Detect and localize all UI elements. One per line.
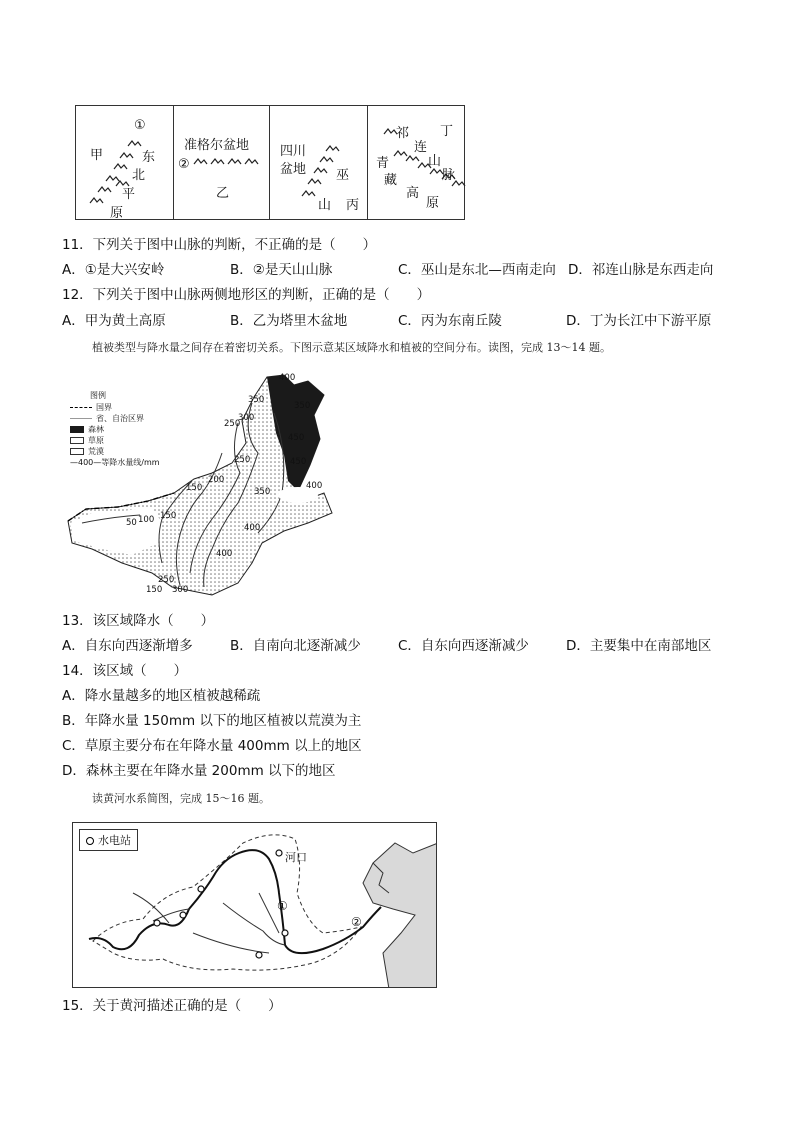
label-hekou: 河口 <box>285 851 307 864</box>
label-wu: 巫 <box>336 168 350 183</box>
label-pendi: 盆地 <box>280 162 307 177</box>
panel-3 <box>270 106 368 219</box>
isoline-label: 150 <box>146 585 163 595</box>
question-14-stem: 14．该区域（ ） <box>62 663 188 679</box>
isoline-label: 150 <box>186 483 203 493</box>
isoline-label: 250 <box>234 455 251 465</box>
label-lian: 连 <box>414 140 428 155</box>
label-yuan4: 原 <box>426 196 440 211</box>
q12-option-a: A．甲为黄土高原 <box>62 313 166 329</box>
isoline-label: 300 <box>238 413 255 423</box>
isoline-label: 250 <box>224 419 241 429</box>
label-bing: 丙 <box>346 198 360 213</box>
question-13-stem: 13．该区域降水（ ） <box>62 613 215 629</box>
isoline-label: 150 <box>160 511 177 521</box>
isoline-label: 450 <box>290 457 307 467</box>
q11-option-b: B．②是天山山脉 <box>230 262 333 278</box>
q13-option-d: D．主要集中在南部地区 <box>566 638 712 654</box>
label-shan4: 山 <box>428 154 442 169</box>
legend-item-isohyet: —400—等降水量线/mm <box>70 458 160 467</box>
isoline-label: 200 <box>208 475 225 485</box>
isoline-label: 450 <box>288 433 305 443</box>
label-circle-1-map: ① <box>277 899 288 913</box>
isoline-label: 400 <box>279 373 296 383</box>
q12-option-d: D．丁为长江中下游平原 <box>566 313 712 329</box>
legend-item-desert: 荒漠 <box>70 447 104 457</box>
label-mai: 脉 <box>442 168 456 183</box>
legend-item-border: 国界 <box>70 403 112 413</box>
label-zang: 藏 <box>384 173 398 188</box>
yellow-river-map <box>72 822 437 988</box>
isoline-label: 400 <box>306 481 323 491</box>
legend-item-grassland: 草原 <box>70 436 104 446</box>
question-12-stem: 12．下列关于图中山脉两侧地形区的判断，正确的是（ ） <box>62 287 431 303</box>
q12-option-c: C．丙为东南丘陵 <box>398 313 502 329</box>
label-ping: 平 <box>122 187 136 202</box>
precipitation-vegetation-map <box>62 373 392 598</box>
label-dong: 东 <box>142 150 156 165</box>
label-yi: 乙 <box>216 186 230 201</box>
isoline-label: 350 <box>254 487 271 497</box>
legend-item-forest: 森林 <box>70 425 104 435</box>
q11-option-a: A．①是大兴安岭 <box>62 262 165 278</box>
q14-option-b: B．年降水量 150mm 以下的地区植被以荒漠为主 <box>62 713 362 729</box>
isoline-label: 350 <box>294 401 311 411</box>
label-jia: 甲 <box>90 148 104 163</box>
label-circle-2: ② <box>178 157 190 172</box>
panel-2 <box>174 106 270 219</box>
isoline-label: 50 <box>126 518 137 528</box>
q14-option-c: C．草原主要分布在年降水量 400mm 以上的地区 <box>62 738 362 754</box>
mountain-panels-figure <box>75 105 465 220</box>
label-ding: 丁 <box>440 124 454 139</box>
legend-label: 水电站 <box>98 834 131 847</box>
label-bei: 北 <box>132 168 146 183</box>
label-gao: 高 <box>406 186 420 201</box>
label-qi: 祁 <box>396 126 410 141</box>
map-legend <box>79 829 138 851</box>
q13-option-a: A．自东向西逐渐增多 <box>62 638 193 654</box>
isoline-label: 100 <box>138 515 155 525</box>
question-13-options <box>62 637 711 655</box>
question-11-options <box>62 261 713 279</box>
isoline-label: 400 <box>216 549 233 559</box>
label-yuan: 原 <box>110 206 124 221</box>
legend-title: 图例 <box>90 391 106 400</box>
label-junggar: 准格尔盆地 <box>184 138 250 153</box>
label-shan: 山 <box>318 198 332 213</box>
label-circle-2-map: ② <box>351 915 362 929</box>
isoline-label: 350 <box>248 395 265 405</box>
question-11-stem: 11．下列关于图中山脉的判断，不正确的是（ ） <box>62 237 377 253</box>
isoline-label: 250 <box>158 575 175 585</box>
legend-item-province: 省、自治区界 <box>70 414 144 424</box>
isoline-label: 400 <box>244 523 261 533</box>
intro-15-16: 读黄河水系简图，完成 15～16 题。 <box>92 792 270 805</box>
q11-option-d: D．祁连山脉是东西走向 <box>568 262 714 278</box>
label-circle-1: ① <box>134 118 146 133</box>
q11-option-c: C．巫山是东北—西南走向 <box>398 262 556 278</box>
isoline-label: 300 <box>172 585 189 595</box>
panel-4 <box>368 106 464 219</box>
label-qing: 青 <box>376 156 390 171</box>
question-12-options <box>62 312 711 330</box>
q12-option-b: B．乙为塔里木盆地 <box>230 313 348 329</box>
q13-option-b: B．自南向北逐渐减少 <box>230 638 361 654</box>
q13-option-c: C．自东向西逐渐减少 <box>398 638 529 654</box>
panel-1 <box>76 106 174 219</box>
intro-13-14: 植被类型与降水量之间存在着密切关系。下图示意某区域降水和植被的空间分布。读图，完成 13～14 题。 <box>92 341 611 354</box>
q14-option-a: A．降水量越多的地区植被越稀疏 <box>62 688 261 704</box>
station-legend-icon <box>86 837 94 845</box>
question-15-stem: 15．关于黄河描述正确的是（ ） <box>62 998 282 1014</box>
label-sichuan: 四川 <box>280 144 307 159</box>
q14-option-d: D．森林主要在年降水量 200mm 以下的地区 <box>62 763 336 779</box>
